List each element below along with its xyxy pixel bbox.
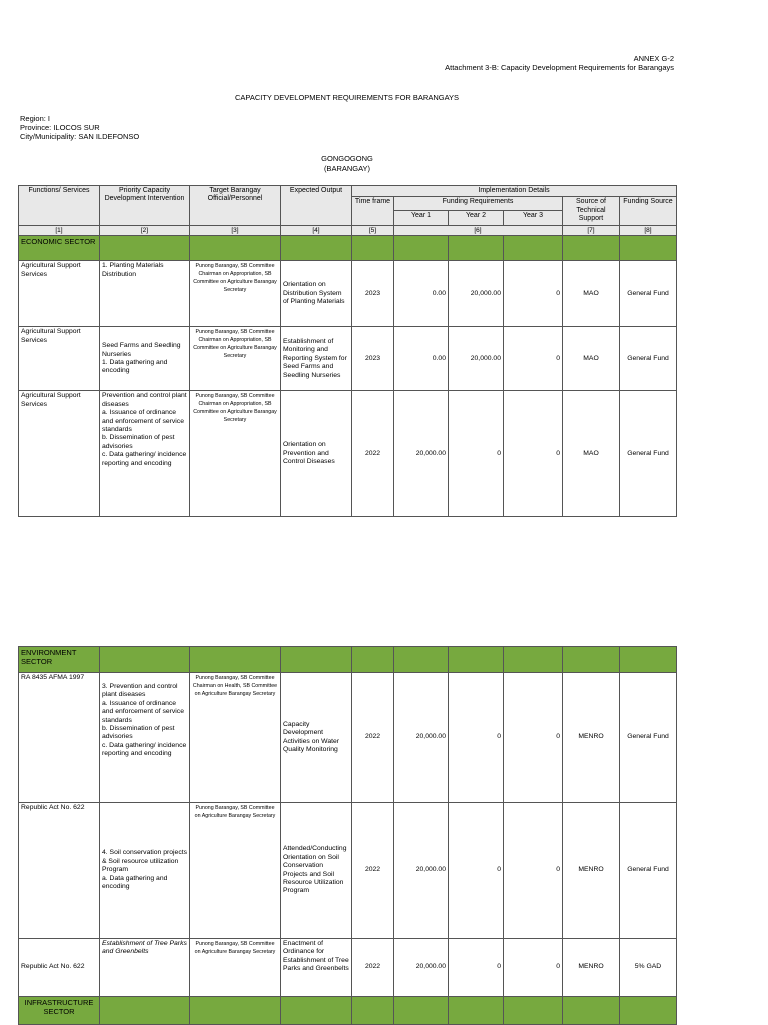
cell-output: Orientation on Distribution System of Planting Materials [281,261,352,327]
cell-time: 2022 [352,939,394,997]
cell-tech: MENRO [563,803,620,939]
sector-label-economic: ECONOMIC SECTOR [19,236,100,261]
col-priority: Priority Capacity Development Intervention [100,186,190,226]
num-2: [2] [100,226,190,236]
cell-year1: 0.00 [394,327,449,391]
sector-label-environment: ENVIRONMENT SECTOR [19,647,100,673]
cell-time: 2022 [352,673,394,803]
cell-output: Establishment of Monitoring and Reporting System for Seed Farms and Seedling Nurseries [281,327,352,391]
cell-priority: 3. Prevention and control plant diseases a. Issuance of ordinance and enforcement of service standards b. Dissemination of pest advisories c. Data gathering/ incidence reporting and encoding [100,673,190,803]
cell-year2: 20,000.00 [449,327,504,391]
annex-label: ANNEX G-2 [633,54,674,63]
region-line: Region: I [20,114,51,123]
col-output: Expected Output [281,186,352,226]
col-target: Target Barangay Official/Personnel [190,186,281,226]
cell-year2: 0 [449,391,504,517]
cell-fund: General Fund [620,803,677,939]
barangay-name: GONGOGONG [321,154,373,163]
cell-functions: Agricultural Support Services [19,327,100,391]
cell-output: Capacity Development Activities on Water Quality Monitoring [281,673,352,803]
table-row [19,939,677,997]
sector-label-infrastructure: INFRASTRUCTURE SECTOR [19,997,100,1025]
cell-output: Attended/Conducting Orientation on Soil Conservation Projects and Soil Resource Utilization Program [281,803,352,939]
cell-year3: 0 [504,327,563,391]
num-1: [1] [19,226,100,236]
cell-target: Punong Barangay, SB Committee Chairman on Appropriation, SB Committee on Agriculture Barangay Secretary [190,327,281,391]
col-funding-source: Funding Source [620,197,677,226]
city-line: City/Municipality: SAN ILDEFONSO [20,132,140,141]
cell-tech: MAO [563,261,620,327]
document-title: CAPACITY DEVELOPMENT REQUIREMENTS FOR BARANGAYS [234,93,460,102]
header-row-1 [19,186,677,197]
cell-year1: 0.00 [394,261,449,327]
num-3: [3] [190,226,281,236]
num-5: [5] [352,226,394,236]
province-line: Province: ILOCOS SUR [20,123,100,132]
location-block [20,114,139,141]
cell-functions: Agricultural Support Services [19,261,100,327]
cell-tech: MAO [563,391,620,517]
cell-functions: RA 8435 AFMA 1997 [19,673,100,803]
col-year3: Year 3 [504,211,563,226]
col-implementation: Implementation Details [352,186,677,197]
capacity-table-environment [18,646,677,1025]
col-time: Time frame [352,197,394,226]
cell-fund: General Fund [620,673,677,803]
cell-year2: 0 [449,673,504,803]
table-row [19,327,677,391]
cell-year3: 0 [504,261,563,327]
num-8: [8] [620,226,677,236]
table-row [19,803,677,939]
cell-target: Punong Barangay, SB Committee Chairman on Appropriation, SB Committee on Agriculture Barangay Secretary [190,391,281,517]
cell-functions: Republic Act No. 622 [19,803,100,939]
cell-fund: 5% GAD [620,939,677,997]
cell-time: 2022 [352,391,394,517]
cell-priority: Prevention and control plant diseases a. Issuance of ordinance and enforcement of service standards b. Dissemination of pest advisories c. Data gathering/ incidence reporting and encoding [100,391,190,517]
cell-fund: General Fund [620,261,677,327]
cell-time: 2023 [352,327,394,391]
attachment-label: Attachment 3-B: Capacity Development Requirements for Barangays [445,63,674,72]
cell-target: Punong Barangay, SB Committee on Agriculture Barangay Secretary [190,803,281,939]
cell-time: 2022 [352,803,394,939]
cell-priority: 1. Planting Materials Distribution [100,261,190,327]
cell-priority: Establishment of Tree Parks and Greenbelts [100,939,190,997]
table-row [19,391,677,517]
capacity-table-economic [18,185,677,517]
num-7: [7] [563,226,620,236]
cell-target: Punong Barangay, SB Committee Chairman on Health, SB Committee on Agriculture Barangay Secretary [190,673,281,803]
cell-year1: 20,000.00 [394,673,449,803]
cell-year3: 0 [504,803,563,939]
column-number-row [19,226,677,236]
col-functions: Functions/ Services [19,186,100,226]
cell-year1: 20,000.00 [394,803,449,939]
barangay-label: (BARANGAY) [323,164,371,173]
cell-fund: General Fund [620,391,677,517]
col-source-tech: Source of Technical Support [563,197,620,226]
col-year2: Year 2 [449,211,504,226]
cell-time: 2023 [352,261,394,327]
cell-tech: MENRO [563,939,620,997]
cell-functions: Agricultural Support Services [19,391,100,517]
table-row [19,261,677,327]
sector-row-infrastructure [19,997,677,1025]
col-funding-req: Funding Requirements [394,197,563,211]
cell-year3: 0 [504,939,563,997]
cell-output: Enactment of Ordinance for Establishment of Tree Parks and Greenbelts [281,939,352,997]
cell-target: Punong Barangay, SB Committee on Agriculture Barangay Secretary [190,939,281,997]
barangay-block [297,154,397,174]
cell-fund: General Fund [620,327,677,391]
cell-target: Punong Barangay, SB Committee Chairman on Appropriation, SB Committee on Agriculture Barangay Secretary [190,261,281,327]
cell-priority: Seed Farms and Seedling Nurseries 1. Data gathering and encoding [100,327,190,391]
cell-tech: MENRO [563,673,620,803]
num-4: [4] [281,226,352,236]
cell-output: Orientation on Prevention and Control Diseases [281,391,352,517]
cell-priority: 4. Soil conservation projects & Soil resource utilization Program a. Data gathering and encoding [100,803,190,939]
sector-row-environment [19,647,677,673]
cell-year3: 0 [504,391,563,517]
sector-row-economic [19,236,677,261]
num-6: [6] [394,226,563,236]
table-row [19,673,677,803]
cell-year2: 20,000.00 [449,261,504,327]
cell-year2: 0 [449,939,504,997]
cell-functions: Republic Act No. 622 [19,939,100,997]
cell-year1: 20,000.00 [394,391,449,517]
cell-tech: MAO [563,327,620,391]
cell-year1: 20,000.00 [394,939,449,997]
cell-year3: 0 [504,673,563,803]
col-year1: Year 1 [394,211,449,226]
cell-year2: 0 [449,803,504,939]
